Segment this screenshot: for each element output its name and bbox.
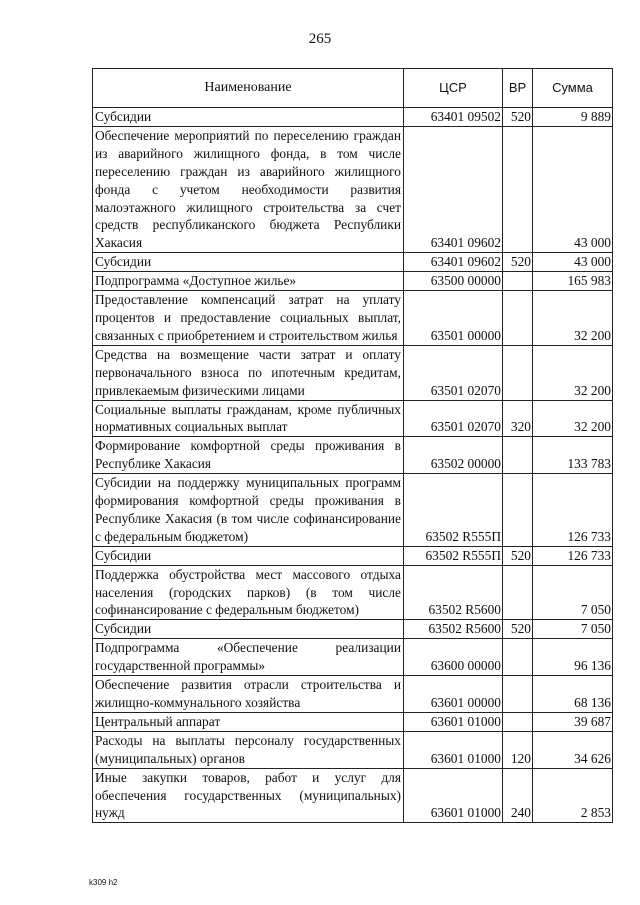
vr-cell xyxy=(503,712,533,731)
header-name: Наименование xyxy=(93,69,404,108)
table-row xyxy=(93,400,613,437)
name-cell: Подпрограмма «Обеспечение реализации государственной программы» xyxy=(93,639,404,676)
vr-cell xyxy=(503,639,533,676)
sum-cell: 165 983 xyxy=(533,272,613,291)
name-cell: Социальные выплаты гражданам, кроме публичных нормативных социальных выплат xyxy=(93,400,404,437)
table-row xyxy=(93,676,613,713)
header-vr: ВР xyxy=(503,69,533,108)
csr-cell: 63502 R555П xyxy=(404,546,503,565)
table-header-row xyxy=(93,69,613,108)
table-row xyxy=(93,474,613,547)
table-row xyxy=(93,345,613,400)
sum-cell: 34 626 xyxy=(533,731,613,768)
sum-cell: 68 136 xyxy=(533,676,613,713)
csr-cell: 63502 R5600 xyxy=(404,620,503,639)
csr-cell: 63601 01000 xyxy=(404,768,503,823)
csr-cell: 63601 01000 xyxy=(404,712,503,731)
sum-cell: 32 200 xyxy=(533,291,613,346)
name-cell: Расходы на выплаты персоналу государственных (муниципальных) органов xyxy=(93,731,404,768)
vr-cell xyxy=(503,291,533,346)
vr-cell: 520 xyxy=(503,546,533,565)
vr-cell xyxy=(503,345,533,400)
table-row xyxy=(93,731,613,768)
name-cell: Субсидии xyxy=(93,108,404,127)
vr-cell: 520 xyxy=(503,108,533,127)
page-number: 265 xyxy=(308,31,332,47)
vr-cell: 320 xyxy=(503,400,533,437)
header-csr: ЦСР xyxy=(404,69,503,108)
table-row xyxy=(93,712,613,731)
csr-cell: 63401 09602 xyxy=(404,126,503,252)
sum-cell: 43 000 xyxy=(533,126,613,252)
table-row xyxy=(93,620,613,639)
vr-cell xyxy=(503,272,533,291)
sum-cell: 126 733 xyxy=(533,474,613,547)
name-cell: Субсидии xyxy=(93,546,404,565)
vr-cell xyxy=(503,126,533,252)
csr-cell: 63502 00000 xyxy=(404,437,503,474)
name-cell: Средства на возмещение части затрат и оплату первоначального взноса по ипотечным кредитам, привлекаемым физическими лицами xyxy=(93,345,404,400)
vr-cell: 240 xyxy=(503,768,533,823)
name-cell: Подпрограмма «Доступное жилье» xyxy=(93,272,404,291)
sum-cell: 43 000 xyxy=(533,253,613,272)
vr-cell: 520 xyxy=(503,253,533,272)
csr-cell: 63502 R555П xyxy=(404,474,503,547)
name-cell: Центральный аппарат xyxy=(93,712,404,731)
name-cell: Обеспечение мероприятий по переселению граждан из аварийного жилищного фонда, в том числе переселению граждан из аварийного жилищного фонда с учетом необходимости развития малоэтажного жилищного строительства за счет средств республиканского бюджета Республики Хакасия xyxy=(93,126,404,252)
sum-cell: 126 733 xyxy=(533,546,613,565)
sum-cell: 9 889 xyxy=(533,108,613,127)
name-cell: Предоставление компенсаций затрат на уплату процентов и предоставление социальных выплат, связанных с приобретением и строительством жилья xyxy=(93,291,404,346)
sum-cell: 7 050 xyxy=(533,620,613,639)
table-row xyxy=(93,291,613,346)
csr-cell: 63601 01000 xyxy=(404,731,503,768)
vr-cell: 520 xyxy=(503,620,533,639)
table-row xyxy=(93,437,613,474)
name-cell: Субсидии xyxy=(93,253,404,272)
name-cell: Обеспечение развития отрасли строительства и жилищно-коммунального хозяйства xyxy=(93,676,404,713)
table-row xyxy=(93,126,613,252)
footer-code: k309 h2 xyxy=(89,878,118,887)
vr-cell: 120 xyxy=(503,731,533,768)
table-row xyxy=(93,253,613,272)
csr-cell: 63601 00000 xyxy=(404,676,503,713)
header-sum: Сумма xyxy=(533,69,613,108)
sum-cell: 2 853 xyxy=(533,768,613,823)
name-cell: Субсидии xyxy=(93,620,404,639)
table-row xyxy=(93,768,613,823)
csr-cell: 63500 00000 xyxy=(404,272,503,291)
vr-cell xyxy=(503,676,533,713)
sum-cell: 32 200 xyxy=(533,345,613,400)
name-cell: Иные закупки товаров, работ и услуг для обеспечения государственных (муниципальных) нужд xyxy=(93,768,404,823)
csr-cell: 63600 00000 xyxy=(404,639,503,676)
sum-cell: 96 136 xyxy=(533,639,613,676)
budget-table xyxy=(92,68,613,823)
sum-cell: 32 200 xyxy=(533,400,613,437)
sum-cell: 133 783 xyxy=(533,437,613,474)
csr-cell: 63501 00000 xyxy=(404,291,503,346)
csr-cell: 63401 09502 xyxy=(404,108,503,127)
csr-cell: 63502 R5600 xyxy=(404,565,503,620)
csr-cell: 63501 02070 xyxy=(404,400,503,437)
sum-cell: 39 687 xyxy=(533,712,613,731)
vr-cell xyxy=(503,474,533,547)
table-row xyxy=(93,108,613,127)
csr-cell: 63501 02070 xyxy=(404,345,503,400)
vr-cell xyxy=(503,565,533,620)
table-row xyxy=(93,272,613,291)
vr-cell xyxy=(503,437,533,474)
table-row xyxy=(93,639,613,676)
name-cell: Субсидии на поддержку муниципальных программ формирования комфортной среды проживания в Республике Хакасия (в том числе софинансирование с федеральным бюджетом) xyxy=(93,474,404,547)
name-cell: Поддержка обустройства мест массового отдыха населения (городских парков) (в том числе софинансирование с федеральным бюджетом) xyxy=(93,565,404,620)
table-row xyxy=(93,565,613,620)
sum-cell: 7 050 xyxy=(533,565,613,620)
name-cell: Формирование комфортной среды проживания в Республике Хакасия xyxy=(93,437,404,474)
csr-cell: 63401 09602 xyxy=(404,253,503,272)
table-row xyxy=(93,546,613,565)
